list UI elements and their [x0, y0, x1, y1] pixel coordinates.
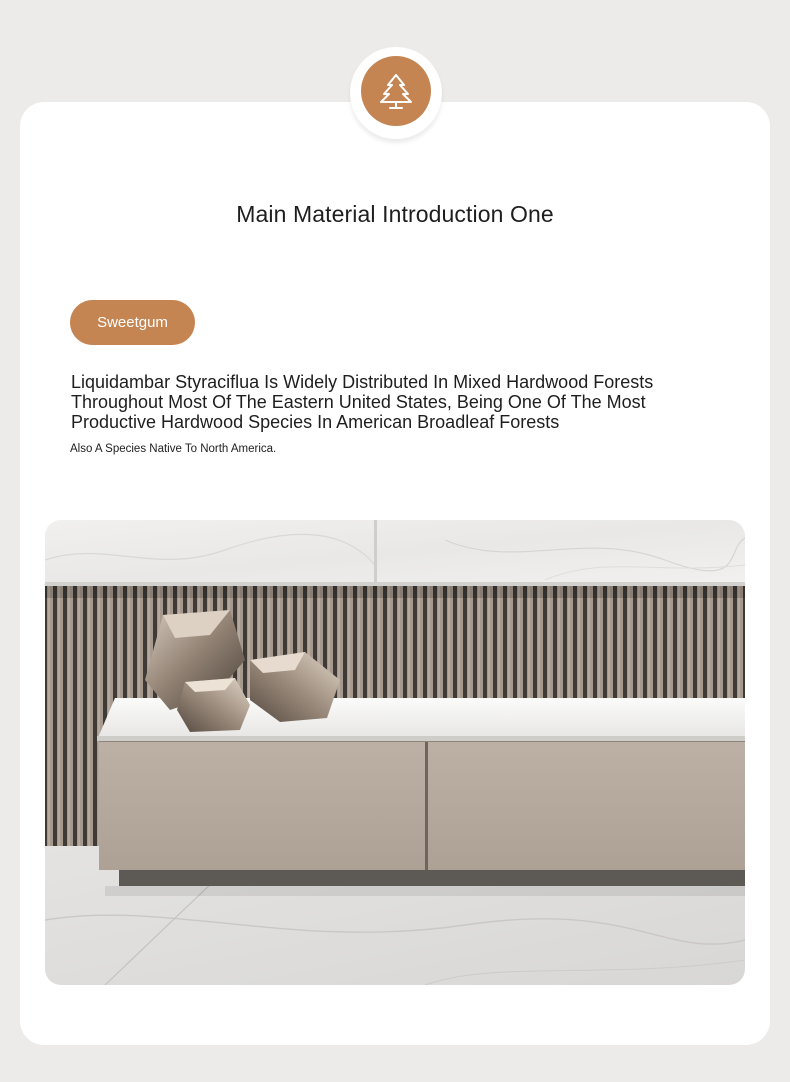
tv-cabinet-photo	[45, 520, 745, 985]
tree-badge	[361, 56, 431, 126]
tree-icon	[375, 70, 417, 112]
material-headline: Liquidambar Styraciflua Is Widely Distributed In Mixed Hardwood Forests Throughout Most Of The Eastern United States, Being One Of The Most Productive Hardwood Species In American Broadleaf Forests	[71, 372, 654, 432]
material-tag: Sweetgum	[70, 300, 195, 345]
material-subline: Also A Species Native To North America.	[70, 443, 277, 455]
page-title: Main Material Introduction One	[236, 201, 554, 227]
